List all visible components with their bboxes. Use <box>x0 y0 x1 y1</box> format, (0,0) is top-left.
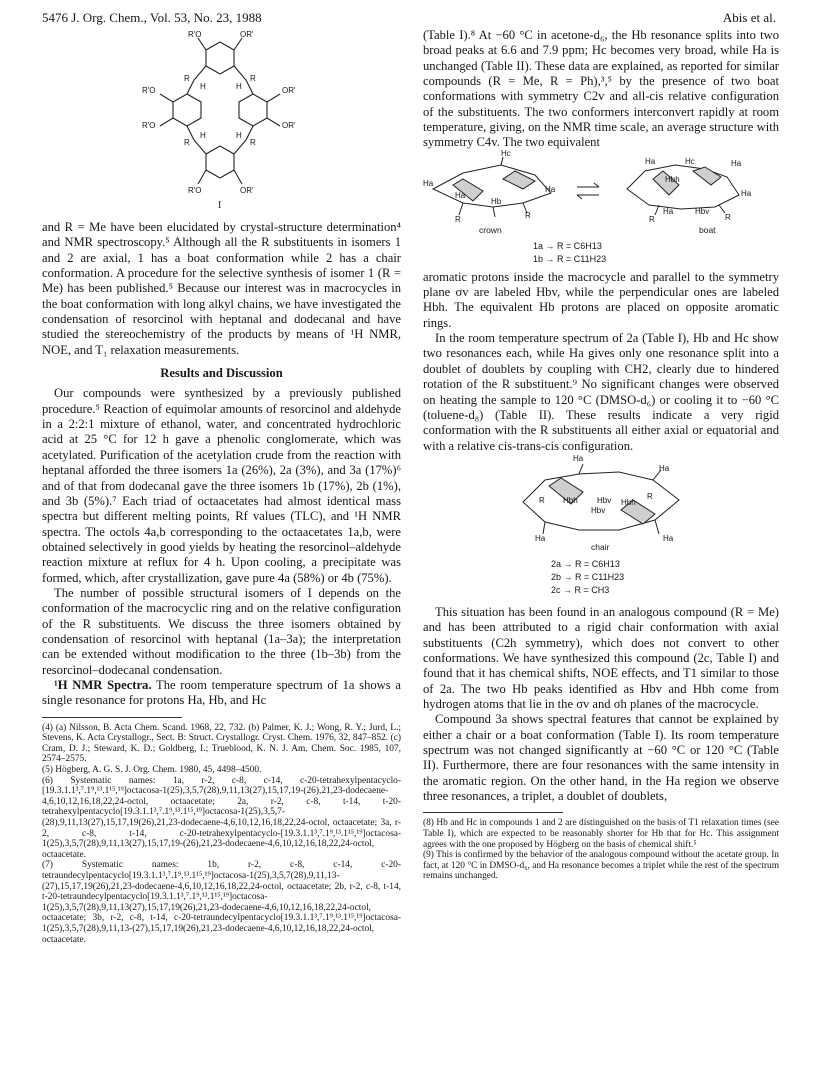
arrow-icon: → <box>545 253 555 264</box>
compound-list-2 <box>423 558 779 597</box>
proton-label-ha: Ha <box>663 533 674 543</box>
substituent-label-r: R <box>525 210 531 220</box>
compound-formula: R = C11H23 <box>557 253 607 264</box>
arrow-icon: → <box>563 571 573 582</box>
arrow-icon: → <box>563 584 573 595</box>
atom-label-or: OR' <box>282 121 296 130</box>
proton-label-ha: Ha <box>741 188 752 198</box>
paragraph: (Table I).⁸ At −60 °C in acetone-d₆, the Hb resonance splits into two broad peaks at 6.6 and 7.9 ppm; Hc becomes very broad, while Ha is unchanged (Table II). These data are explained, as reported for similar compounds (R = Me, R = Ph),³,⁵ by the presence of two boat conformations with symmetry C2v and all-cis relative configuration of the substituents. The two conformers interconvert rapidly at room temperature, giving, on the NMR time scale, an average structure with symmetry C4v. The two equivalent <box>423 28 779 150</box>
macrocycle-drawing <box>42 28 401 214</box>
structure-figure-I <box>42 28 401 214</box>
compound-formula: R = C6H13 <box>575 558 620 569</box>
right-column <box>423 28 779 882</box>
compound-formula: R = C6H13 <box>557 240 602 251</box>
compound-list-1 <box>423 240 779 266</box>
caption-boat: boat <box>699 224 716 235</box>
proton-label-ha: Ha <box>659 463 670 473</box>
proton-label-hbh: Hbh <box>621 497 636 507</box>
compound-row <box>551 571 779 584</box>
paragraph: and R = Me have been elucidated by crystal-structure determination⁴ and NMR spectroscopy.⁵ Although all the R substituents in isomers 1 and 2 are axial, 1 has a boat conformation while 2 has a chair conformation. A procedure for the selective synthesis of isomer 1 (R = Me) has been published.⁵ Because our interest was in macrocycles in the boat conformation with long alkyl chains, we have investigated the condensation of resorcinol with heptanal and dodecanal and have studied the stereochemistry of the products by means of ¹H NMR, NOE, and T₁ relaxation measurements. <box>42 220 401 357</box>
proton-label-ha: Ha <box>645 156 656 166</box>
crown-boat-drawing <box>423 155 779 237</box>
atom-label-h: H <box>200 131 206 140</box>
substituent-label-r: R <box>725 212 731 222</box>
atom-label-r: R <box>250 74 256 83</box>
paragraph: This situation has been found in an analogous compound (R = Me) and has been attributed to a rigid chair conformation with axial substituents (C2h symmetry), which does not convert to other conformations. We have synthesized this compound (2c, Table I) and found that it has chemical shifts, NOE effects, and T1 similar to those of 2a. The two Hb peaks identified as Hbv and Hbh come from hydrogen atoms that lie in the σv and σh planes of the macrocycle. <box>423 604 779 711</box>
footnote: (7) Systematic names: 1b, r-2, c-8, c-14, c-20-tetraundecylpentacyclo[19.3.1.1³,⁷.1⁹,¹³.1¹⁵,¹⁹]octacosa-1(25),3,5,7(28),9,11,13-(27),15,17,19(26),21,23-dodecaene-4,6,10,12,16,18,22,24-octol, octaacetate; 2b, r-2, c-8, t-14, t-20-tetraundecylpentacyclo[19.3.1.1³,⁷.1⁹,¹³.1¹⁵,¹⁹]octacosa-1(25),3,5,7(28),9,11,13(27),15,17,19(26),21,23-dodecaene-4,6,10,12,16,18,22,24-octol, octaacetate; 3b, r-2, c-8, t-14, c-20-tetraundecylpentacyclo[19.3.1.1³,⁷.1⁹,¹³.1¹⁵,¹⁹]octacosa-1(25),3,5,7(28),9,11,13-(27),15,17,19(26),21,23-dodecaene-4,6,10,12,16,18,22,24-octol, octaacetate. <box>42 860 401 945</box>
paragraph: Our compounds were synthesized by a previously published procedure.⁵ Reaction of equimolar amounts of resorcinol and aldehyde in a 2:2:1 mixture of ethanol, water, and concentrated hydrochloric acid at 25 °C for 12 h gave a phenolic conglomerate, which was acetylated. Purification of the acetylation crude from the reaction with heptanal afforded the three isomers 1a (26%), 2a (3%), and 3a (17%)⁶ and of that from dodecanal gave the three isomers 1b (17%), 2b (1%), and 3b (5%).⁷ Each triad of octaacetates had almost identical mass spectra but different melting points, Rf values (TLC), and ¹H NMR spectra. The octols 4a,b corresponding to the octaacetates 1a,b, were obtained selectively in good yields by heating the resorcinol–aldehyde reaction mixture at reflux for 4 h. Upon cooling, a precipitate was formed, which, after crystallization, gave pure 4a (58%) or 4b (75%). <box>42 386 401 585</box>
compound-row <box>551 558 779 571</box>
compound-id: 1b <box>533 253 544 264</box>
proton-label-hc: Hc <box>685 156 695 166</box>
footnote: (6) Systematic names: 1a, r-2, c-8, c-14, c-20-tetrahexylpentacyclo-[19.3.1.1³,⁷.1⁹,¹³.1¹⁵,¹⁹]octacosa-1(25),3,5,7(28),9,11,13(27),15,17,19-(26),21,23-dodecaene-4,6,10,12,16,18,22,24-octol, octaacetate; 2a, r-2, c-8, t-14, t-20-tetrahexylpentacyclo[19.3.1.1³,⁷.1⁹,¹³.1¹⁵,¹⁹]octacosa-1(25),3,5,7-(28),9,11,13(27),15,17,19(26),21,23-dodecaene-4,6,10,12,16,18,22,24-octol, octaacetate; 3a, r-2, c-8, t-14, c-20-tetrahexylpentacyclo-[19.3.1.1³,⁷.1⁹,¹³.1¹⁵,¹⁹]octacosa-1(25),3,5,7(28),9,11,13(27),15,17,19-(26),21,23-dodecaene-4,6,10,12,16,18,22,24-octol, octaacetate. <box>42 775 401 860</box>
arrow-icon: → <box>563 558 573 569</box>
proton-label-ha: Ha <box>573 453 584 463</box>
arrow-icon: → <box>545 240 555 251</box>
proton-label-hbv: Hbv <box>695 206 710 216</box>
proton-label-ha: Ha <box>535 533 546 543</box>
substituent-label-r: R <box>647 491 653 501</box>
atom-label-or: OR' <box>240 30 254 39</box>
footnote: (4) (a) Nilsson, B. Acta Chem. Scand. 1968, 22, 732. (b) Palmer, K. J.; Wong, R. Y.; Jurd, L.; Stevens, K. Acta Crystallogr., Sect. B: Struct. Crystallogr. Cryst. Chem. 1976, 32, 847–852. (c) Cram, D. J.; Steward, K. D.; Goldberg, I.; Trueblood, K. N. J. Am. Chem. Soc. 1985, 107, 2574–2575. <box>42 722 401 765</box>
running-header-left: 5476 J. Org. Chem., Vol. 53, No. 23, 1988 <box>42 10 262 25</box>
proton-label-hc: Hc <box>501 148 511 158</box>
atom-label-ro: R'O <box>188 186 202 195</box>
compound-row <box>533 253 779 266</box>
atom-label-ro: R'O <box>142 86 156 95</box>
compound-formula: R = CH3 <box>574 584 610 595</box>
compound-id: 2c <box>551 584 561 595</box>
footnote-divider <box>423 812 563 813</box>
paragraph: In the room temperature spectrum of 2a (Table I), Hb and Hc show two resonances each, while Ha gives only one resonance split into a doublet of doublets by coupling with CH2, clearly due to hindered rotation of the R substituent.⁹ No significant changes were observed on heating the sample to 120 °C (DMSO-d₆) or cooling it to −60 °C (toluene-d₈) (Table II). These results indicate a very rigid conformation with the R substituents all either axial or equatorial and with a relative cis-trans-cis configuration. <box>423 331 779 453</box>
paragraph <box>42 678 401 709</box>
left-column <box>42 28 401 945</box>
proton-label-ha: Ha <box>731 158 742 168</box>
atom-label-r: R <box>250 138 256 147</box>
footnote-divider <box>42 717 182 718</box>
chair-figure <box>423 453 779 554</box>
caption-crown: crown <box>479 224 502 235</box>
footnote: (9) This is confirmed by the behavior of the analogous compound without the acetate group. In fact, at 120 °C in DMSO-d₆, and Ha resonance becomes a triplet while the rest of the spectrum remains unchanged. <box>423 850 779 882</box>
paragraph: aromatic protons inside the macrocycle and parallel to the symmetry plane σv are labeled Hbv, while the perpendicular ones are labeled Hbh. The equivalent Hb protons are placed on opposite aromatic rings. <box>423 269 779 330</box>
figure-label: I <box>218 200 222 211</box>
proton-label-hbv: Hbv <box>597 495 612 505</box>
proton-label-hbv: Hbv <box>591 505 606 515</box>
section-heading: Results and Discussion <box>160 366 283 381</box>
substituent-label-r: R <box>455 214 461 224</box>
footnote: (8) Hb and Hc in compounds 1 and 2 are distinguished on the basis of T1 relaxation times (see Table I), which are expected to be reasonably shorter for Hb that for Hc. This assignment agrees with the one proposed by Högberg on the basis of chemical shift.⁵ <box>423 818 779 850</box>
proton-label-hb: Hb <box>491 196 502 206</box>
crown-boat-figure <box>423 148 779 237</box>
proton-label-ha: Ha <box>663 206 674 216</box>
compound-row <box>551 584 779 597</box>
proton-label-hbh: Hbh <box>665 174 680 184</box>
proton-label-hbh: Hbh <box>563 495 578 505</box>
caption-chair: chair <box>591 541 610 552</box>
paragraph-text: The room temperature spectrum of 1a shows a single resonance for protons Ha, Hb, and Hc <box>42 677 401 708</box>
atom-label-ro: R'O <box>188 30 202 39</box>
compound-row <box>533 240 779 253</box>
atom-label-h: H <box>236 82 242 91</box>
atom-label-h: H <box>200 82 206 91</box>
paragraph: The number of possible structural isomers of I depends on the conformation of the macrocyclic ring and on the relative configuration of the R substituents. We discuss the three isomers obtained by condensation of resorcinol with heptanal (1a–3a); the interpretation can be extended without modification to the three (1b–3b) from the resorcinol–dodecanal condensation. <box>42 585 401 677</box>
atom-label-r: R <box>184 138 190 147</box>
atom-label-r: R <box>184 74 190 83</box>
compound-id: 2a <box>551 558 562 569</box>
atom-label-ro: R'O <box>142 121 156 130</box>
proton-label-ha: Ha <box>423 178 434 188</box>
atom-label-h: H <box>236 131 242 140</box>
substituent-label-r: R <box>539 495 545 505</box>
proton-label-ha: Ha <box>455 190 466 200</box>
atom-label-or: OR' <box>282 86 296 95</box>
compound-formula: R = C11H23 <box>575 571 625 582</box>
footnote: (5) Högberg, A. G. S. J. Org. Chem. 1980, 45, 4498–4500. <box>42 765 262 776</box>
run-in-heading: ¹H NMR Spectra. <box>54 677 152 692</box>
paragraph: Compound 3a shows spectral features that cannot be explained by either a chair or a boat conformation (Table I). Its room temperature spectrum was not changed significantly at −60 °C or 120 °C (Table II). Furthermore, there are four resonances with the same intensity in the aromatic region. On the other hand, in the Ha region we observe three resonances, a triplet, a doublet of doublets, <box>423 712 779 803</box>
running-header-right: Abis et al. <box>722 10 776 25</box>
atom-label-or: OR' <box>240 186 254 195</box>
substituent-label-r: R <box>649 214 655 224</box>
proton-label-ha: Ha <box>545 184 556 194</box>
compound-id: 1a <box>533 240 544 251</box>
compound-id: 2b <box>551 571 562 582</box>
